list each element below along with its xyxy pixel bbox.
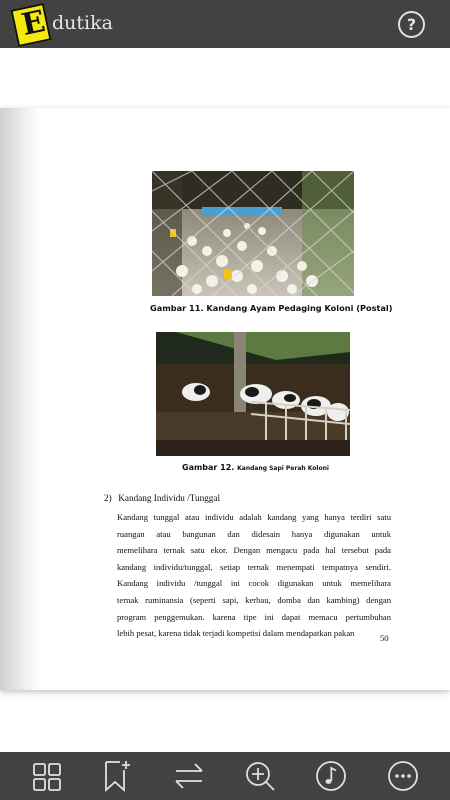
zoom-in-icon [244,760,276,792]
more-options-button[interactable] [387,760,419,792]
paragraph-line: Kandang individu /tunggal ini cocok digunakan untuk memelihara [117,578,391,589]
paragraph-line: ternak ruminansia (seperti sapi, kerbau, domba dan kambing) dengan [117,594,391,605]
help-button[interactable]: ? [398,11,425,38]
paragraph-line: lebih pesat, karena tidak terjadi kompetisi dalam mendapatkan pakan [117,628,355,639]
bottom-toolbar [0,752,450,800]
grid-icon [31,760,63,792]
audio-button[interactable] [315,760,347,792]
page-fold-shadow [0,108,40,690]
paragraph-line: ruangan atau bangunan dan didesain hanya digunakan untuk [117,528,391,539]
figure-2-label: Gambar 12. [182,463,235,472]
paragraph-line: kandang individu/tunggal, setiap ternak menempati tempatnya sendiri. [117,561,391,572]
figure-cow-barn-image [156,332,350,456]
paragraph [117,509,391,642]
figure-1-caption [150,303,392,313]
page-flip-mode-button[interactable] [173,760,205,792]
zoom-in-button[interactable] [244,760,276,792]
app-logo [12,4,52,44]
music-note-icon [315,760,347,792]
bookmark-add-icon [101,760,133,792]
figure-chicken-barn-image [152,171,354,296]
section-heading [104,493,220,503]
figure-2-caption [182,463,329,472]
paragraph-line: memelihara ternak satu ekor. Dengan mengacu pada hal tersebut pada [117,545,391,556]
top-bar [0,0,450,48]
figure-1-label: Gambar 11. [150,303,204,313]
page-viewer[interactable] [0,108,450,690]
section-number: 2) [104,493,112,503]
figure-1-title: Kandang Ayam Pedaging Koloni (Postal) [206,303,393,313]
app-title: dutika [52,12,113,34]
figure-2-title: Kandang Sapi Perah Koloni [237,465,329,472]
logo-letter: E [18,4,49,43]
thumbnails-button[interactable] [31,760,63,792]
paragraph-line: program penggemukan. karena tipe ini dapat memacu pertumbuhan [117,611,391,622]
document-page [0,108,450,690]
swap-icon [173,760,205,792]
more-icon [387,760,419,792]
section-title: Kandang Individu /Tunggal [118,493,221,503]
add-bookmark-button[interactable] [101,760,133,792]
paragraph-line: Kandang tunggal atau individu adalah kandang yang hanya terdiri satu [117,512,391,522]
page-number: 50 [380,633,389,643]
